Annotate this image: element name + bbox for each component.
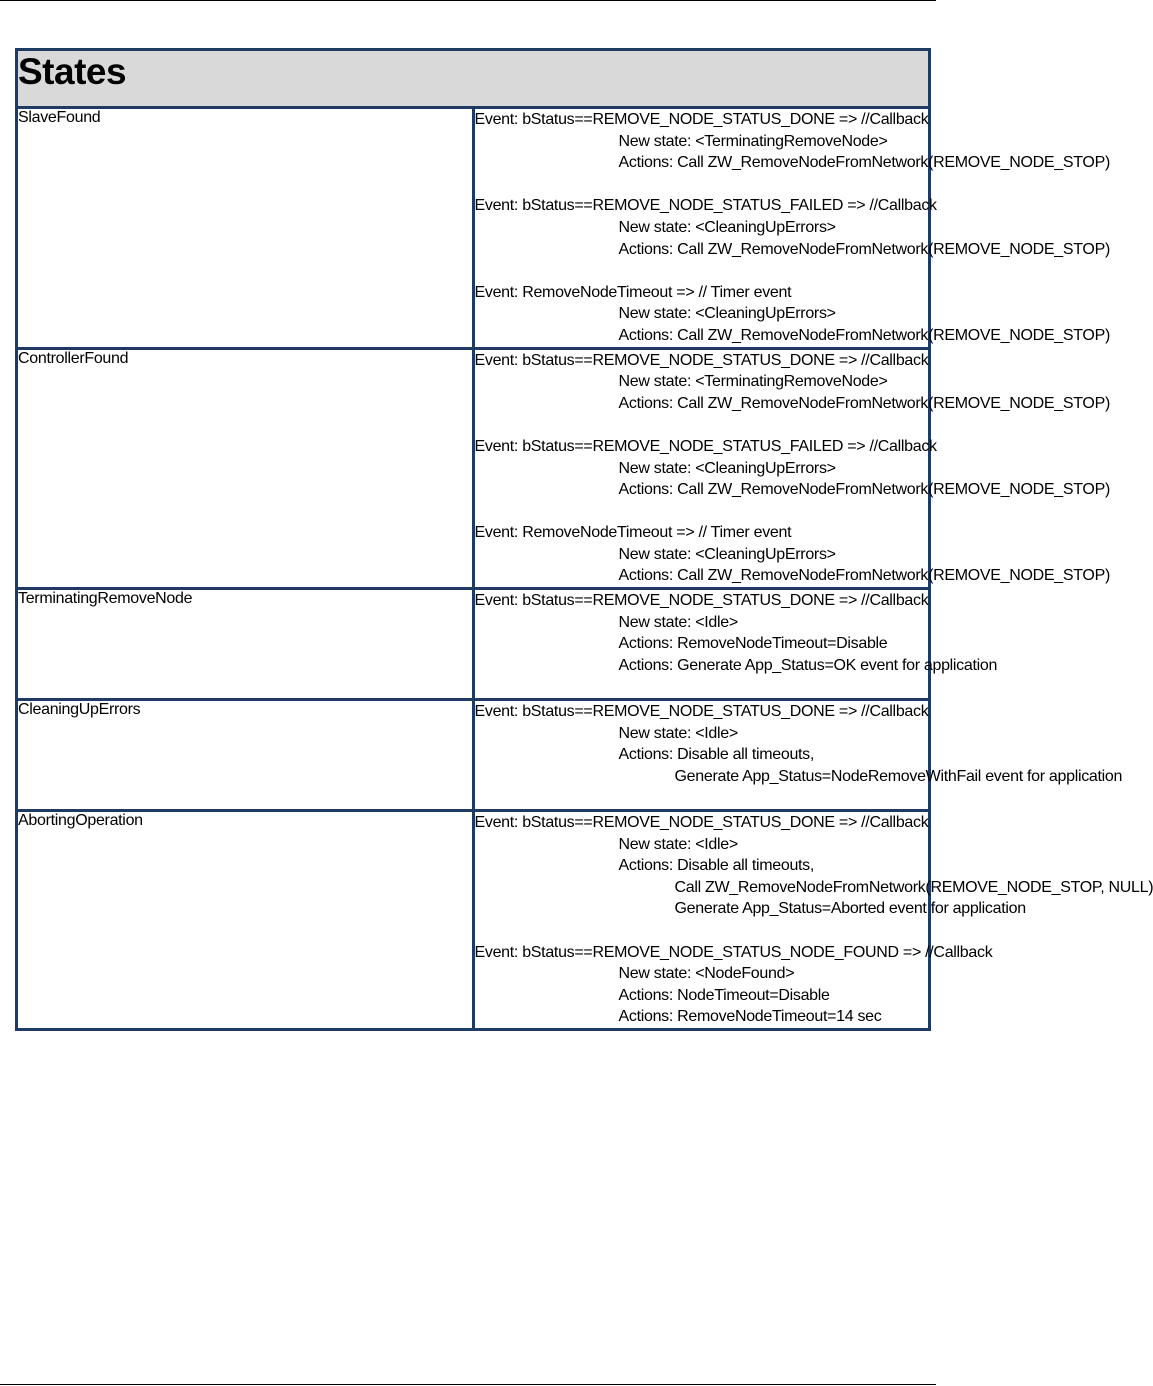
event-line: Event: bStatus==REMOVE_NODE_STATUS_FAILED => //Callback bbox=[474, 437, 937, 455]
state-transitions-cell bbox=[473, 108, 1110, 349]
table-row bbox=[17, 108, 930, 349]
blank-line bbox=[475, 414, 929, 436]
detail-line: New state: <Idle> bbox=[618, 835, 738, 853]
blank-line bbox=[475, 260, 929, 282]
detail-line: Generate App_Status=NodeRemoveWithFail event for application bbox=[674, 767, 1123, 785]
state-name-cell: AbortingOperation bbox=[17, 811, 474, 1030]
event-line: Event: bStatus==REMOVE_NODE_STATUS_DONE => //Callback bbox=[474, 703, 929, 721]
states-table bbox=[15, 48, 1153, 1031]
table-row bbox=[17, 589, 930, 700]
state-transitions-cell bbox=[473, 589, 998, 700]
detail-line: Actions: Call ZW_RemoveNodeFromNetwork(REMOVE_NODE_STOP) bbox=[618, 394, 1110, 412]
detail-line: New state: <Idle> bbox=[618, 724, 738, 742]
state-name-cell: ControllerFound bbox=[17, 348, 474, 589]
blank-line bbox=[475, 174, 929, 196]
blank-line bbox=[475, 501, 929, 523]
top-rule bbox=[0, 0, 936, 1]
detail-line: Actions: RemoveNodeTimeout=14 sec bbox=[618, 1008, 882, 1026]
event-line: Event: bStatus==REMOVE_NODE_STATUS_DONE => //Callback bbox=[474, 351, 929, 369]
detail-line: Actions: Generate App_Status=OK event for application bbox=[618, 656, 998, 674]
detail-line: Call ZW_RemoveNodeFromNetwork(REMOVE_NODE_STOP, NULL) bbox=[674, 878, 1153, 896]
detail-line: Actions: Disable all timeouts, bbox=[618, 857, 815, 875]
state-transitions-cell bbox=[473, 700, 1123, 811]
blank-line bbox=[475, 920, 929, 942]
detail-line: New state: <NodeFound> bbox=[618, 965, 795, 983]
detail-line: Generate App_Status=Aborted event for application bbox=[674, 900, 1026, 918]
detail-line: New state: <Idle> bbox=[618, 613, 738, 631]
detail-line: Actions: Call ZW_RemoveNodeFromNetwork(REMOVE_NODE_STOP) bbox=[618, 326, 1110, 344]
detail-line: Actions: Disable all timeouts, bbox=[618, 746, 815, 764]
detail-line: New state: <CleaningUpErrors> bbox=[618, 218, 836, 236]
table-header-row bbox=[17, 50, 930, 108]
event-line: Event: RemoveNodeTimeout => // Timer event bbox=[474, 283, 792, 301]
table-row bbox=[17, 811, 930, 1030]
detail-line: Actions: NodeTimeout=Disable bbox=[618, 986, 830, 1004]
table-row bbox=[17, 348, 930, 589]
detail-line: Actions: Call ZW_RemoveNodeFromNetwork(REMOVE_NODE_STOP) bbox=[618, 240, 1110, 258]
state-name-cell: TerminatingRemoveNode bbox=[17, 589, 474, 700]
state-transitions-cell bbox=[473, 348, 1110, 589]
detail-line: New state: <CleaningUpErrors> bbox=[618, 305, 836, 323]
table-body bbox=[17, 108, 1153, 1030]
event-line: Event: bStatus==REMOVE_NODE_STATUS_DONE => //Callback bbox=[474, 814, 929, 831]
detail-line: New state: <TerminatingRemoveNode> bbox=[618, 373, 888, 391]
bottom-rule bbox=[0, 1384, 936, 1385]
event-line: Event: bStatus==REMOVE_NODE_STATUS_DONE => //Callback bbox=[474, 111, 929, 128]
detail-line: Actions: Call ZW_RemoveNodeFromNetwork(REMOVE_NODE_STOP) bbox=[618, 154, 1110, 172]
event-line: Event: bStatus==REMOVE_NODE_STATUS_NODE_FOUND => //Callback bbox=[474, 943, 993, 961]
detail-line: New state: <TerminatingRemoveNode> bbox=[618, 132, 888, 150]
table-title: States bbox=[17, 50, 930, 108]
table-row bbox=[17, 700, 930, 811]
state-name-cell: SlaveFound bbox=[17, 108, 474, 349]
event-line: Event: bStatus==REMOVE_NODE_STATUS_DONE => //Callback bbox=[474, 592, 929, 610]
detail-line: New state: <CleaningUpErrors> bbox=[618, 545, 836, 563]
detail-line: Actions: RemoveNodeTimeout=Disable bbox=[618, 635, 888, 653]
state-transitions-cell bbox=[473, 811, 1153, 1030]
event-line: Event: bStatus==REMOVE_NODE_STATUS_FAILED => //Callback bbox=[474, 197, 937, 215]
event-line: Event: RemoveNodeTimeout => // Timer event bbox=[474, 524, 792, 542]
blank-line bbox=[475, 676, 929, 698]
detail-line: Actions: Call ZW_RemoveNodeFromNetwork(REMOVE_NODE_STOP) bbox=[618, 567, 1110, 585]
blank-line bbox=[475, 787, 929, 809]
detail-line: Actions: Call ZW_RemoveNodeFromNetwork(REMOVE_NODE_STOP) bbox=[618, 481, 1110, 499]
state-name-cell: CleaningUpErrors bbox=[17, 700, 474, 811]
detail-line: New state: <CleaningUpErrors> bbox=[618, 459, 836, 477]
